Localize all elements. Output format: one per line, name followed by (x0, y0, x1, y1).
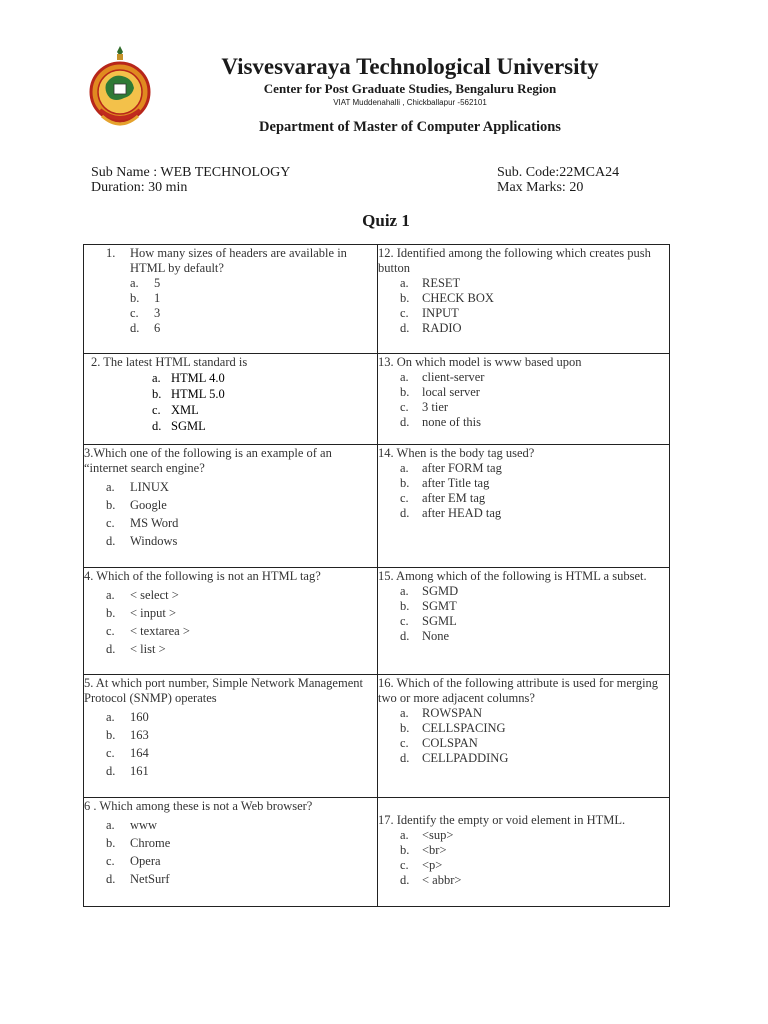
question-text: 14. When is the body tag used? (378, 446, 535, 460)
list-item: c. SGML (400, 614, 457, 628)
option-list (106, 708, 377, 780)
option-list (106, 586, 377, 658)
duration: Duration: 30 min (91, 180, 188, 195)
table-row (84, 245, 670, 354)
table-row (84, 568, 670, 675)
option-list (106, 478, 377, 550)
question-cell (378, 675, 670, 798)
list-item: a. 160 (106, 710, 149, 724)
list-item: b. 163 (106, 728, 149, 742)
question-cell (378, 354, 670, 445)
question-text: How many sizes of headers are available in HTML by default? (130, 246, 347, 275)
list-item: a. RESET (400, 276, 461, 290)
question-cell (84, 245, 378, 354)
list-item: a. HTML 4.0 (152, 371, 225, 385)
list-item: c. INPUT (400, 306, 459, 320)
list-item: c. after EM tag (400, 491, 486, 505)
question-text: 3.Which one of the following is an example of an “internet search engine? (84, 446, 332, 475)
university-title: Visvesvaraya Technological University (221, 54, 599, 79)
list-item: d. CELLPADDING (400, 751, 509, 765)
option-list (400, 276, 669, 336)
list-item: c. MS Word (106, 516, 179, 530)
question-cell (84, 568, 378, 675)
question-text: 2. The latest HTML standard is (91, 355, 248, 369)
list-item: d. after HEAD tag (400, 506, 502, 520)
subject-code: Sub. Code:22MCA24 (497, 165, 620, 180)
list-item: d. < abbr> (400, 873, 462, 887)
option-list (400, 706, 669, 766)
subject-name: Sub Name : WEB TECHNOLOGY (91, 165, 291, 180)
question-text: 13. On which model is www based upon (378, 355, 582, 369)
question-text: 16. Which of the following attribute is used for merging two or more adjacent columns? (378, 676, 659, 705)
list-item: b. Chrome (106, 836, 171, 850)
list-item: b. after Title tag (400, 476, 490, 490)
table-row (84, 798, 670, 907)
list-item: a. SGMD (400, 584, 459, 598)
list-item: b. SGMT (400, 599, 457, 613)
list-item: b. local server (400, 385, 480, 399)
list-item: c. XML (152, 403, 199, 417)
option-list (400, 461, 669, 521)
list-item: b. < input > (106, 606, 177, 620)
question-cell (84, 798, 378, 907)
table-row (84, 675, 670, 798)
option-list (152, 370, 377, 434)
list-item: d. NetSurf (106, 872, 170, 886)
list-item: a. LINUX (106, 480, 169, 494)
max-marks: Max Marks: 20 (497, 180, 584, 195)
question-cell (84, 675, 378, 798)
question-text: 5. At which port number, Simple Network Management Protocol (SNMP) operates (84, 676, 363, 705)
list-item: d. None (400, 629, 450, 643)
table-row (84, 445, 670, 568)
meta-right (497, 165, 619, 195)
questions-table (83, 244, 670, 907)
quiz-title: Quiz 1 (362, 211, 410, 230)
question-text: 4. Which of the following is not an HTML tag? (84, 569, 321, 583)
list-item: a. < select > (106, 588, 179, 602)
question-cell (84, 354, 378, 445)
option-list (400, 828, 669, 888)
list-item: c. 3 (130, 306, 161, 320)
list-item: c. COLSPAN (400, 736, 478, 750)
list-item: c. < textarea > (106, 624, 190, 638)
list-item: b. CELLSPACING (400, 721, 506, 735)
list-item: a. www (106, 818, 158, 832)
list-item: b. CHECK BOX (400, 291, 494, 305)
list-item: a. 5 (130, 276, 161, 290)
list-item: d. < list > (106, 642, 166, 656)
option-list (400, 370, 669, 430)
question-text: 12. Identified among the following which creates push button (378, 246, 651, 275)
list-item: b. HTML 5.0 (152, 387, 225, 401)
option-list (400, 584, 669, 644)
list-item: a. after FORM tag (400, 461, 502, 475)
question-cell (378, 568, 670, 675)
question-cell (84, 445, 378, 568)
list-item: c. 3 tier (400, 400, 449, 414)
list-item: d. 6 (130, 321, 161, 335)
center-address: VIAT Muddenahalli , Chickballapur -562101 (333, 98, 487, 107)
list-item: d. RADIO (400, 321, 462, 335)
question-cell (378, 245, 670, 354)
list-item: b. 1 (130, 291, 161, 305)
table-row (84, 354, 670, 445)
question-text: 15. Among which of the following is HTML a subset. (378, 569, 647, 583)
option-list (106, 816, 377, 888)
list-item: c. <p> (400, 858, 443, 872)
list-item: d. none of this (400, 415, 482, 429)
question-1 (84, 245, 377, 276)
option-list (130, 276, 377, 336)
list-item: d. SGML (152, 419, 206, 433)
list-item: a. <sup> (400, 828, 454, 842)
university-logo-icon (88, 44, 152, 134)
list-item: c. 164 (106, 746, 149, 760)
question-cell (378, 798, 670, 907)
list-item: c. Opera (106, 854, 161, 868)
question-text: 17. Identify the empty or void element in HTML. (378, 813, 626, 827)
list-item: a. ROWSPAN (400, 706, 482, 720)
list-item: d. 161 (106, 764, 149, 778)
list-item: d. Windows (106, 534, 178, 548)
question-number: 1. (106, 246, 116, 260)
list-item: a. client-server (400, 370, 485, 384)
department-name: Department of Master of Computer Applications (259, 119, 561, 135)
list-item: b. <br> (400, 843, 447, 857)
meta-left (91, 165, 290, 195)
list-item: b. Google (106, 498, 167, 512)
center-name: Center for Post Graduate Studies, Bengaluru Region (263, 81, 557, 96)
question-cell (378, 445, 670, 568)
question-text: 6 . Which among these is not a Web browser? (84, 799, 313, 813)
